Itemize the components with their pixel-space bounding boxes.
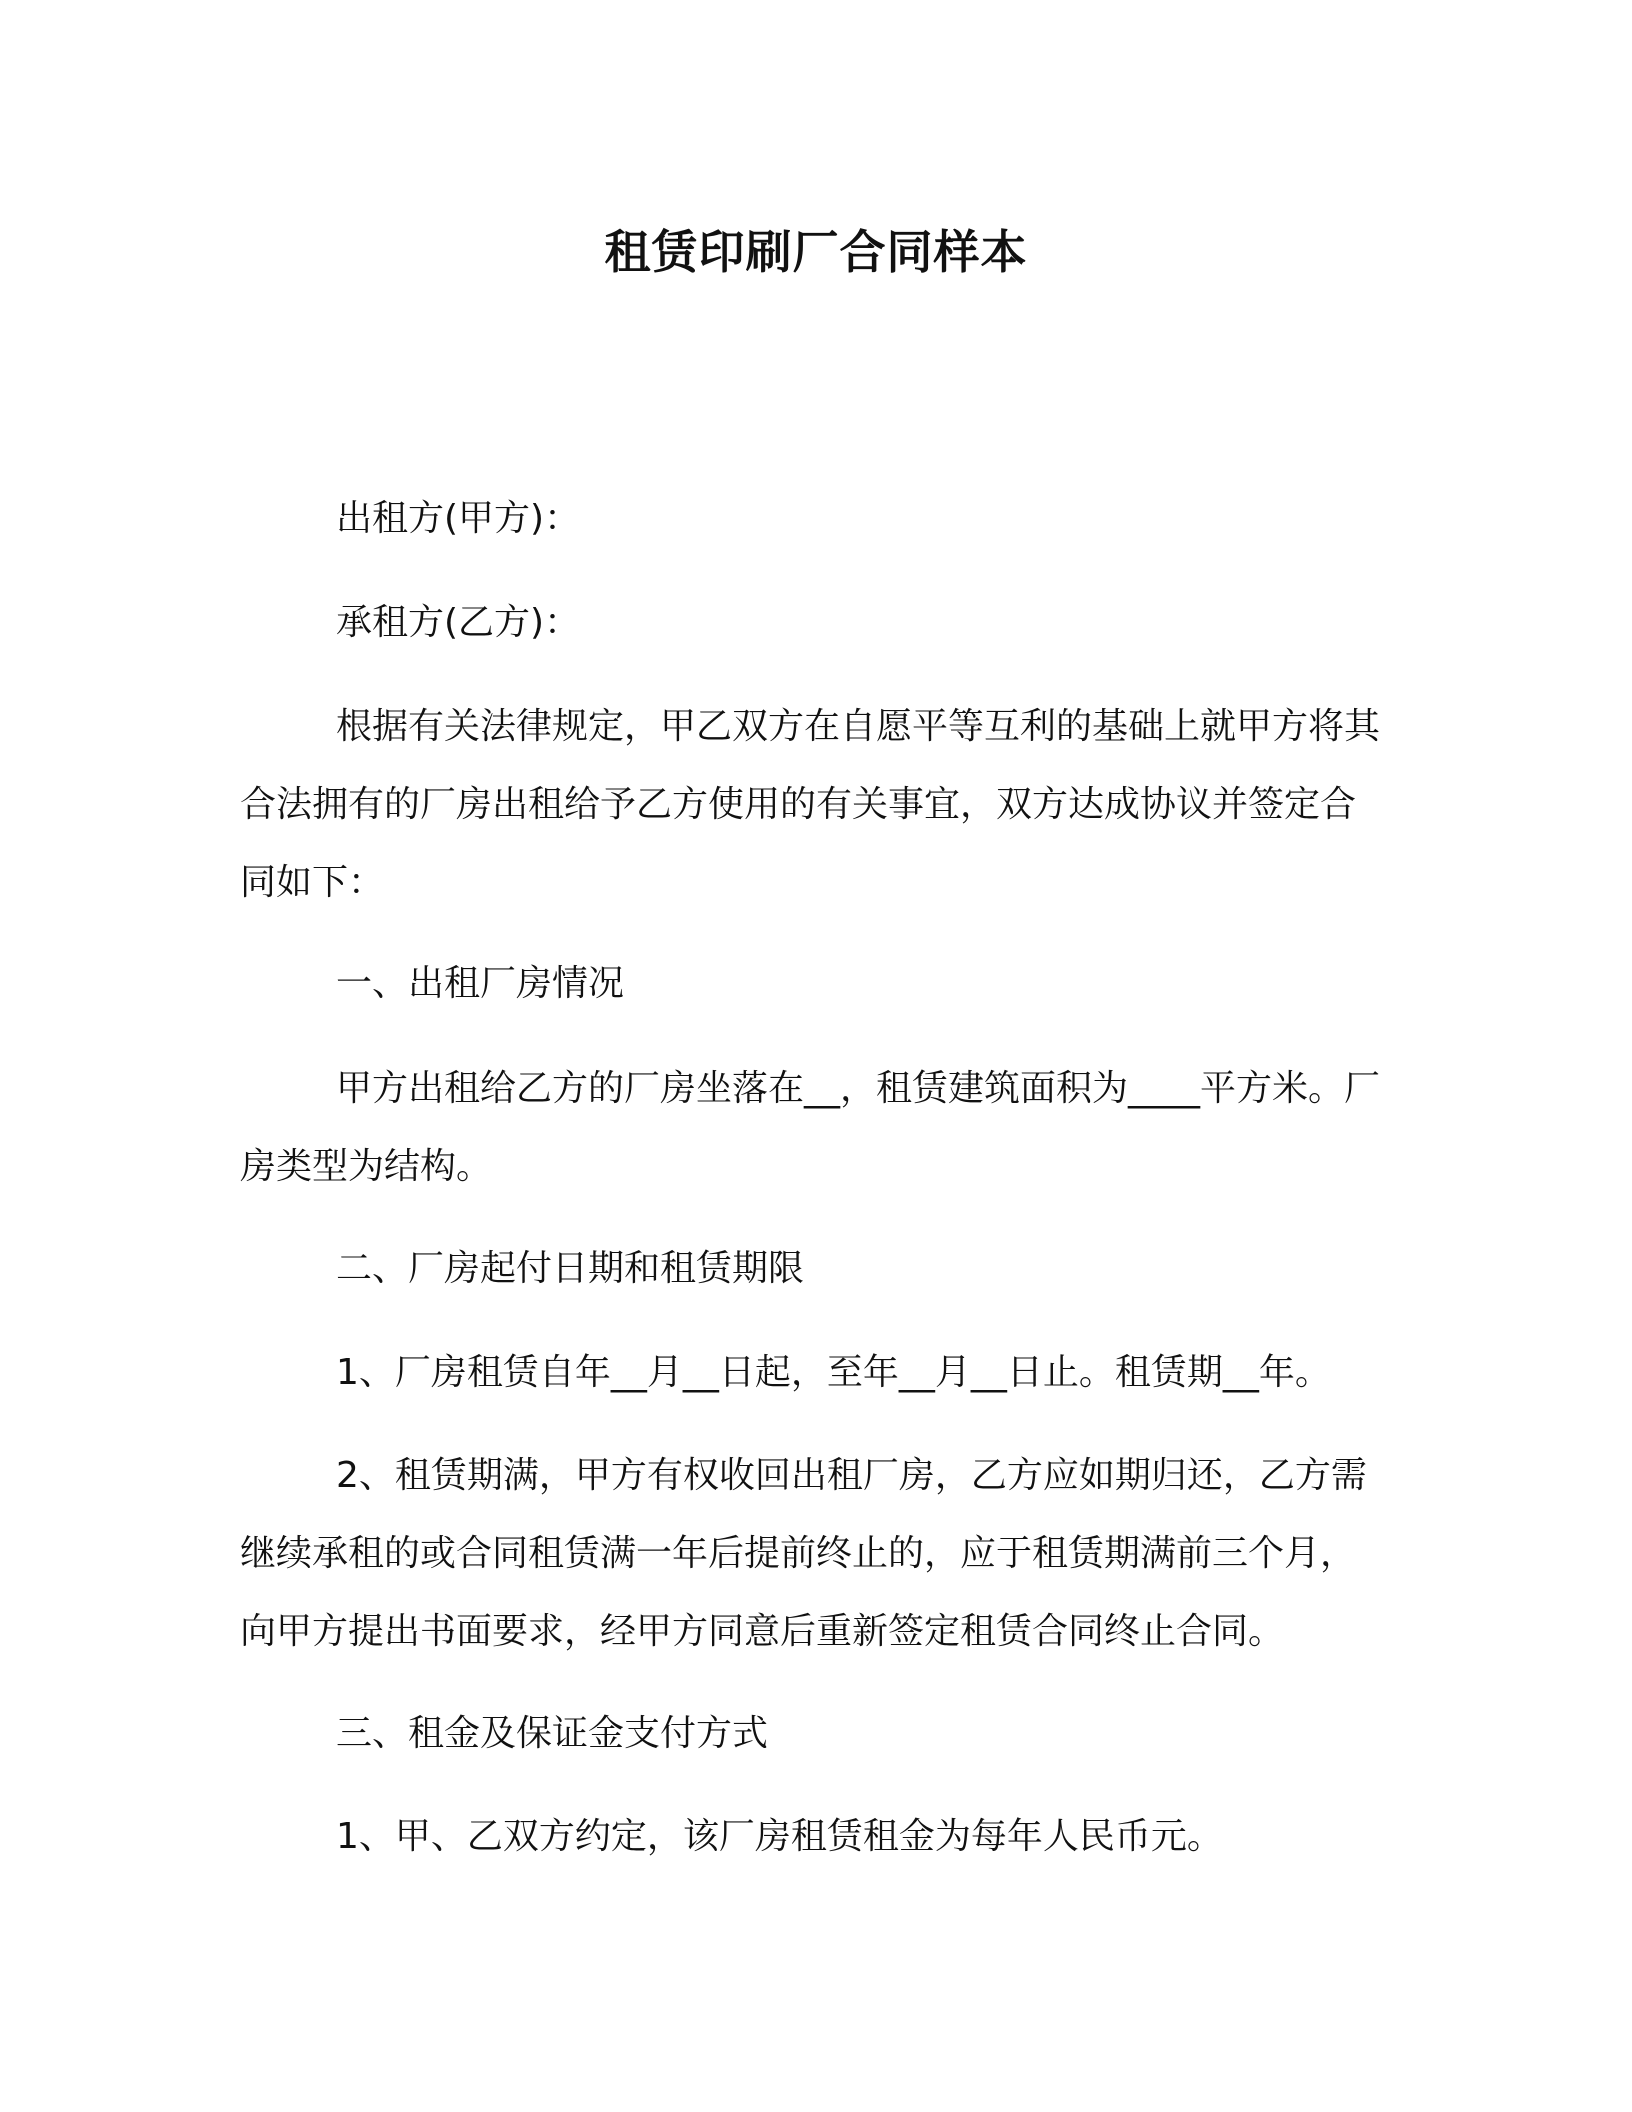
section-heading-3: 三、租金及保证金支付方式 <box>336 1713 769 1754</box>
lessee-line: 承租方(乙方)： <box>336 602 581 643</box>
clause-1-paragraph: 甲方出租给乙方的厂房坐落在__，租赁建筑面积为____平方米。厂房类型为结构。 <box>240 1068 1381 1187</box>
section-heading-2: 二、厂房起付日期和租赁期限 <box>336 1248 805 1289</box>
clause-2-2-paragraph: 2、租赁期满，甲方有权收回出租厂房，乙方应如期归还，乙方需继续承租的或合同租赁满一年后提前终止的，应于租赁期满前三个月，向甲方提出书面要求，经甲方同意后重新签定租赁合同终止合同。 <box>240 1455 1367 1652</box>
clause-3-1-paragraph: 1、甲、乙双方约定，该厂房租赁租金为每年人民币元。 <box>336 1816 1223 1857</box>
clause-2-1-paragraph: 1、厂房租赁自年__月__日起，至年__月__日止。租赁期__年。 <box>336 1352 1331 1393</box>
document-title: 租赁印刷厂合同样本 <box>604 225 1028 279</box>
section-heading-1: 一、出租厂房情况 <box>336 963 625 1004</box>
lessor-line: 出租方(甲方)： <box>336 498 581 539</box>
preamble-paragraph: 根据有关法律规定，甲乙双方在自愿平等互利的基础上就甲方将其合法拥有的厂房出租给予乙方使用的有关事宜，双方达成协议并签定合同如下： <box>240 706 1381 903</box>
